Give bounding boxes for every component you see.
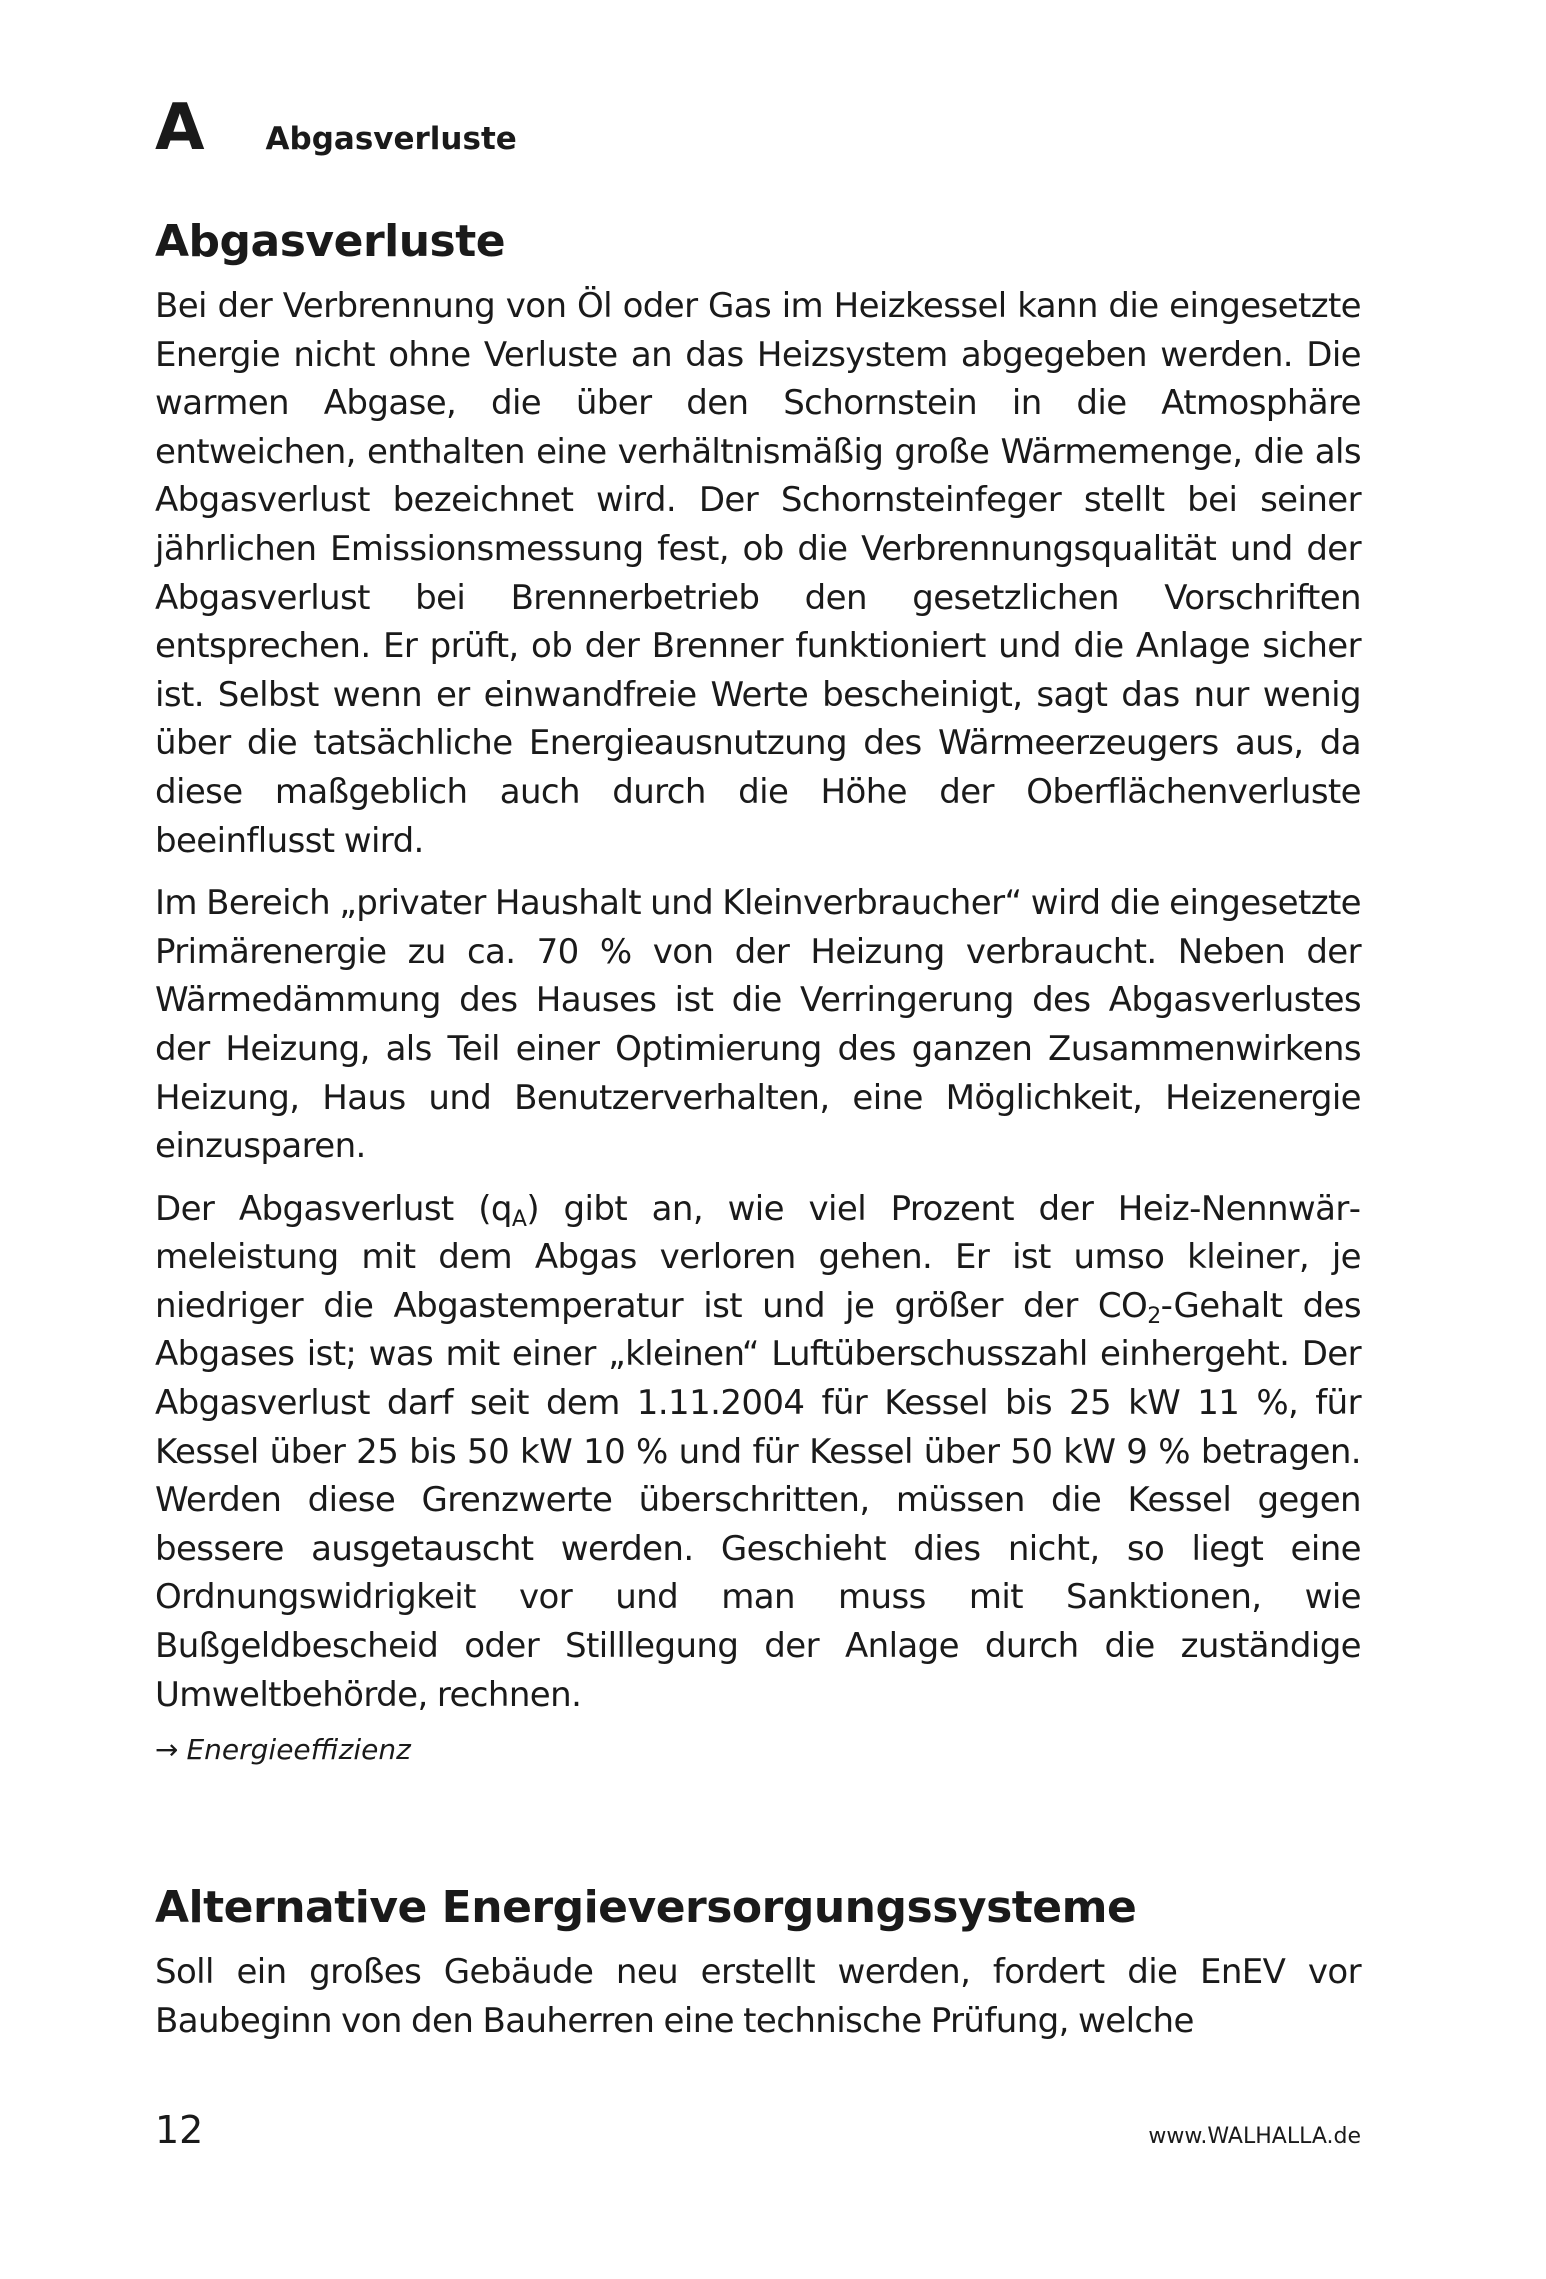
arrow-right-icon: → bbox=[155, 1733, 179, 1767]
page-content bbox=[155, 216, 1361, 2059]
paragraph: Soll ein großes Gebäude neu erstellt werden, fordert die EnEV vor Baubeginn von den Bauherren eine technische Prüfung, welche bbox=[155, 1952, 1361, 2041]
subscript: 2 bbox=[1147, 1303, 1161, 1329]
subscript: A bbox=[511, 1206, 527, 1232]
cross-reference[interactable] bbox=[155, 1733, 1361, 1766]
paragraph: Bei der Verbrennung von Öl oder Gas im Heizkessel kann die eingesetzte Energie nicht ohne Verluste an das Heizsystem abgegeben werden. Die warmen Abgase, die über den Schornstein in die Atmosphäre entweichen, enthalten eine verhältnismäßig große Wärmemenge, die als Abgasverlust bezeichnet wird. Der Schornsteinfeger stellt bei seiner jährlichen Emissionsmessung fest, ob die Verbrennungsqualität und der Abgasverlust bei Brennerbetrieb den gesetzlichen Vorschriften entsprechen. Er prüft, ob der Brenner funktioniert und die Anlage sicher ist. Selbst wenn er einwandfreie Werte bescheinigt, sagt das nur wenig über die tatsächliche Energieausnutzung des Wärmeerzeugers aus, da diese maßgeblich auch durch die Höhe der Oberflächenverluste beeinflusst wird. bbox=[155, 286, 1361, 861]
cross-reference-link[interactable]: Energieeffizienz bbox=[186, 1733, 411, 1767]
section-abgasverluste bbox=[155, 216, 1361, 1766]
publisher-website: www.WALHALLA.de bbox=[1148, 2124, 1361, 2149]
page-footer bbox=[155, 2108, 1361, 2152]
section-heading: Abgasverluste bbox=[155, 216, 506, 267]
page-number: 12 bbox=[155, 2108, 204, 2152]
running-title: Abgasverluste bbox=[265, 121, 517, 157]
chapter-letter: A bbox=[155, 91, 204, 165]
text-run: Der Abgasverlust (q bbox=[155, 1188, 512, 1229]
section-alternative-energieversorgung bbox=[155, 1882, 1361, 2045]
paragraph bbox=[155, 1185, 1361, 1720]
paragraph: Im Bereich „privater Haushalt und Kleinverbraucher“ wird die eingesetzte Primärenergie zu ca. 70 % von der Heizung verbraucht. Neben der Wärmedämmung des Hauses ist die Verringerung des Abgasverlustes der Heizung, als Teil einer Optimierung des ganzen Zusammenwirkens Heizung, Haus und Benutzerverhalten, eine Möglichkeit, Heizenergie einzusparen. bbox=[155, 883, 1361, 1167]
text-run: ) gibt an, wie viel Prozent der Heiz-Nennwärmeleistung mit dem Abgas verloren gehen. Er ist umso kleiner, je niedriger die Abgastemperatur ist und je größer der CO bbox=[155, 1188, 1361, 1326]
running-header bbox=[155, 91, 517, 165]
section-heading: Alternative Energieversorgungssysteme bbox=[155, 1882, 1137, 1934]
text-run: -Gehalt des Abgases ist; was mit einer „kleinen“ Luftüberschusszahl einhergeht. Der Abgasverlust darf seit dem 1.11.2004 für Kessel bis 25 kW 11 %, für Kessel über 25 bis 50 kW 10 % und für Kessel über 50 kW 9 % betragen. Werden diese Grenzwerte überschritten, müssen die Kessel gegen bessere ausgetauscht werden. Geschieht dies nicht, so liegt eine Ordnungswidrigkeit vor und man muss mit Sanktionen, wie Bußgeldbescheid oder Stilllegung der Anlage durch die zuständige Umweltbehörde, rechnen. bbox=[155, 1285, 1361, 1715]
